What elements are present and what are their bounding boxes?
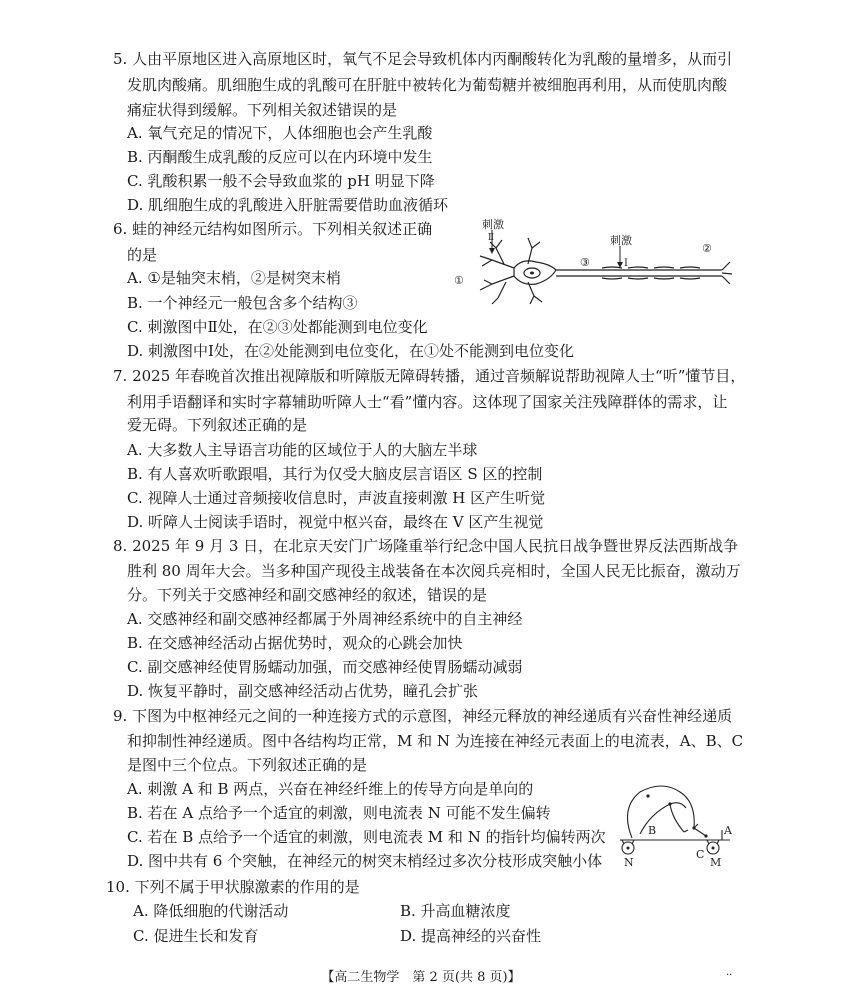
stim-roman-right: Ⅰ [624, 258, 628, 269]
stim-label-left: 刺激 [482, 218, 504, 231]
q7-option-a: A. 大多数人主导语言功能的区域位于人的大脑左半球 [127, 441, 478, 459]
q7-option-c: C. 视障人士通过音频接收信息时，声波直接刺激 H 区产生听觉 [127, 489, 546, 507]
q9-stem-line-3: 是图中三个位点。下列叙述正确的是 [127, 756, 368, 774]
label-2: ② [702, 242, 712, 255]
q10-option-a: A. 降低细胞的代谢活动 [133, 902, 289, 920]
synapse-circuit-diagram [610, 778, 740, 870]
q6-option-a: A. ①是轴突末梢，②是树突末梢 [127, 269, 341, 287]
q6-stem-line-2: 的是 [127, 246, 158, 264]
stim-roman-left: Ⅱ [488, 233, 495, 243]
q8-stem-line-2: 胜利 80 周年大会。当多种国产现役主战装备在本次阅兵亮相时，全国人民无比振奋，激动万 [127, 562, 741, 580]
q5-stem-line-2: 发肌肉酸痛。肌细胞生成的乳酸可在肝脏中被转化为葡萄糖并被细胞再利用，从而使肌肉酸 [127, 76, 728, 94]
q9-option-c: C. 若在 B 点给予一个适宜的刺激，则电流表 M 和 N 的指针均偏转两次 [127, 828, 606, 846]
q9-option-b: B. 若在 A 点给予一个适宜的刺激，则电流表 N 可能不发生偏转 [127, 804, 551, 822]
point-b-label: B [648, 824, 657, 837]
label-3: ③ [580, 256, 590, 269]
q10-option-d: D. 提高神经的兴奋性 [400, 927, 542, 945]
point-a-label: A [724, 824, 732, 837]
q5-option-c: C. 乳酸积累一般不会导致血浆的 pH 明显下降 [127, 172, 435, 190]
q7-option-d: D. 听障人士阅读手语时，视觉中枢兴奋，最终在 V 区产生视觉 [127, 513, 544, 531]
q5-stem-line-3: 痛症状得到缓解。下列相关叙述错误的是 [127, 101, 398, 119]
label-1: ① [454, 274, 464, 287]
q8-option-b: B. 在交感神经活动占据优势时，观众的心跳会加快 [127, 634, 463, 652]
q9-option-d: D. 图中共有 6 个突触，在神经元的树突末梢经过多次分枝形成突触小体 [127, 852, 603, 870]
point-c-label: C [696, 848, 705, 861]
q9-option-a: A. 刺激 A 和 B 两点，兴奋在神经纤维上的传导方向是单向的 [127, 780, 534, 798]
q6-option-c: C. 刺激图中Ⅱ处，在②③处都能测到电位变化 [127, 318, 428, 336]
q5-option-b: B. 丙酮酸生成乳酸的反应可以在内环境中发生 [127, 148, 433, 166]
q7-stem-line-3: 爱无碍。下列叙述正确的是 [127, 416, 308, 434]
q9-stem-line-2: 和抑制性神经递质。图中各结构均正常，M 和 N 为连接在神经元表面上的电流表，A、B、C [127, 732, 744, 750]
q8-option-c: C. 副交感神经使胃肠蠕动加强，而交感神经使胃肠蠕动减弱 [127, 658, 523, 676]
q7-stem-line-2: 利用手语翻译和实时字幕辅助听障人士“看”懂内容。这体现了国家关注残障群体的需求，让 [127, 393, 728, 411]
page-footer: 【高二生物学 第 2 页(共 8 页)】 [321, 970, 521, 985]
q5-option-a: A. 氧气充足的情况下，人体细胞也会产生乳酸 [127, 124, 433, 142]
q5-option-d: D. 肌细胞生成的乳酸进入肝脏需要借助血液循环 [127, 196, 449, 214]
q10-option-c: C. 促进生长和发育 [133, 927, 259, 945]
q8-stem-line-1: 8. 2025 年 9 月 3 日，在北京天安门广场隆重举行纪念中国人民抗日战争暨世界反法西斯战争 [113, 537, 739, 555]
q9-stem-line-1: 9. 下图为中枢神经元之间的一种连接方式的示意图，神经元释放的神经递质有兴奋性神经递质 [113, 707, 733, 725]
stim-label-right: 刺激 [610, 234, 632, 247]
q6-option-b: B. 一个神经元一般包含多个结构③ [127, 294, 358, 312]
q8-option-a: A. 交感神经和副交感神经都属于外周神经系统中的自主神经 [127, 610, 523, 628]
q8-option-d: D. 恢复平静时，副交感神经活动占优势，瞳孔会扩张 [127, 682, 479, 700]
q10-option-b: B. 升高血糖浓度 [400, 902, 511, 920]
neuron-diagram [452, 218, 742, 308]
q7-option-b: B. 有人喜欢听歌跟唱，其行为仅受大脑皮层言语区 S 区的控制 [127, 465, 543, 483]
q7-stem-line-1: 7. 2025 年春晚首次推出视障版和听障版无障碍转播，通过音频解说帮助视障人士“听”懂节目， [113, 367, 746, 385]
q8-stem-line-3: 分。下列关于交感神经和副交感神经的叙述，错误的是 [127, 586, 488, 604]
meter-n-label: N [624, 856, 634, 869]
q10-stem: 10. 下列不属于甲状腺激素的作用的是 [106, 878, 360, 896]
corner-mark: ·· [726, 970, 733, 981]
q5-stem-line-1: 5. 人由平原地区进入高原地区时，氧气不足会导致机体内丙酮酸转化为乳酸的量增多，从而引 [113, 50, 733, 68]
q6-option-d: D. 刺激图中Ⅰ处，在②处能测到电位变化，在①处不能测到电位变化 [127, 342, 574, 360]
q6-stem-line-1: 6. 蛙的神经元结构如图所示。下列相关叙述正确 [113, 220, 433, 238]
meter-m-label: M [710, 856, 722, 869]
